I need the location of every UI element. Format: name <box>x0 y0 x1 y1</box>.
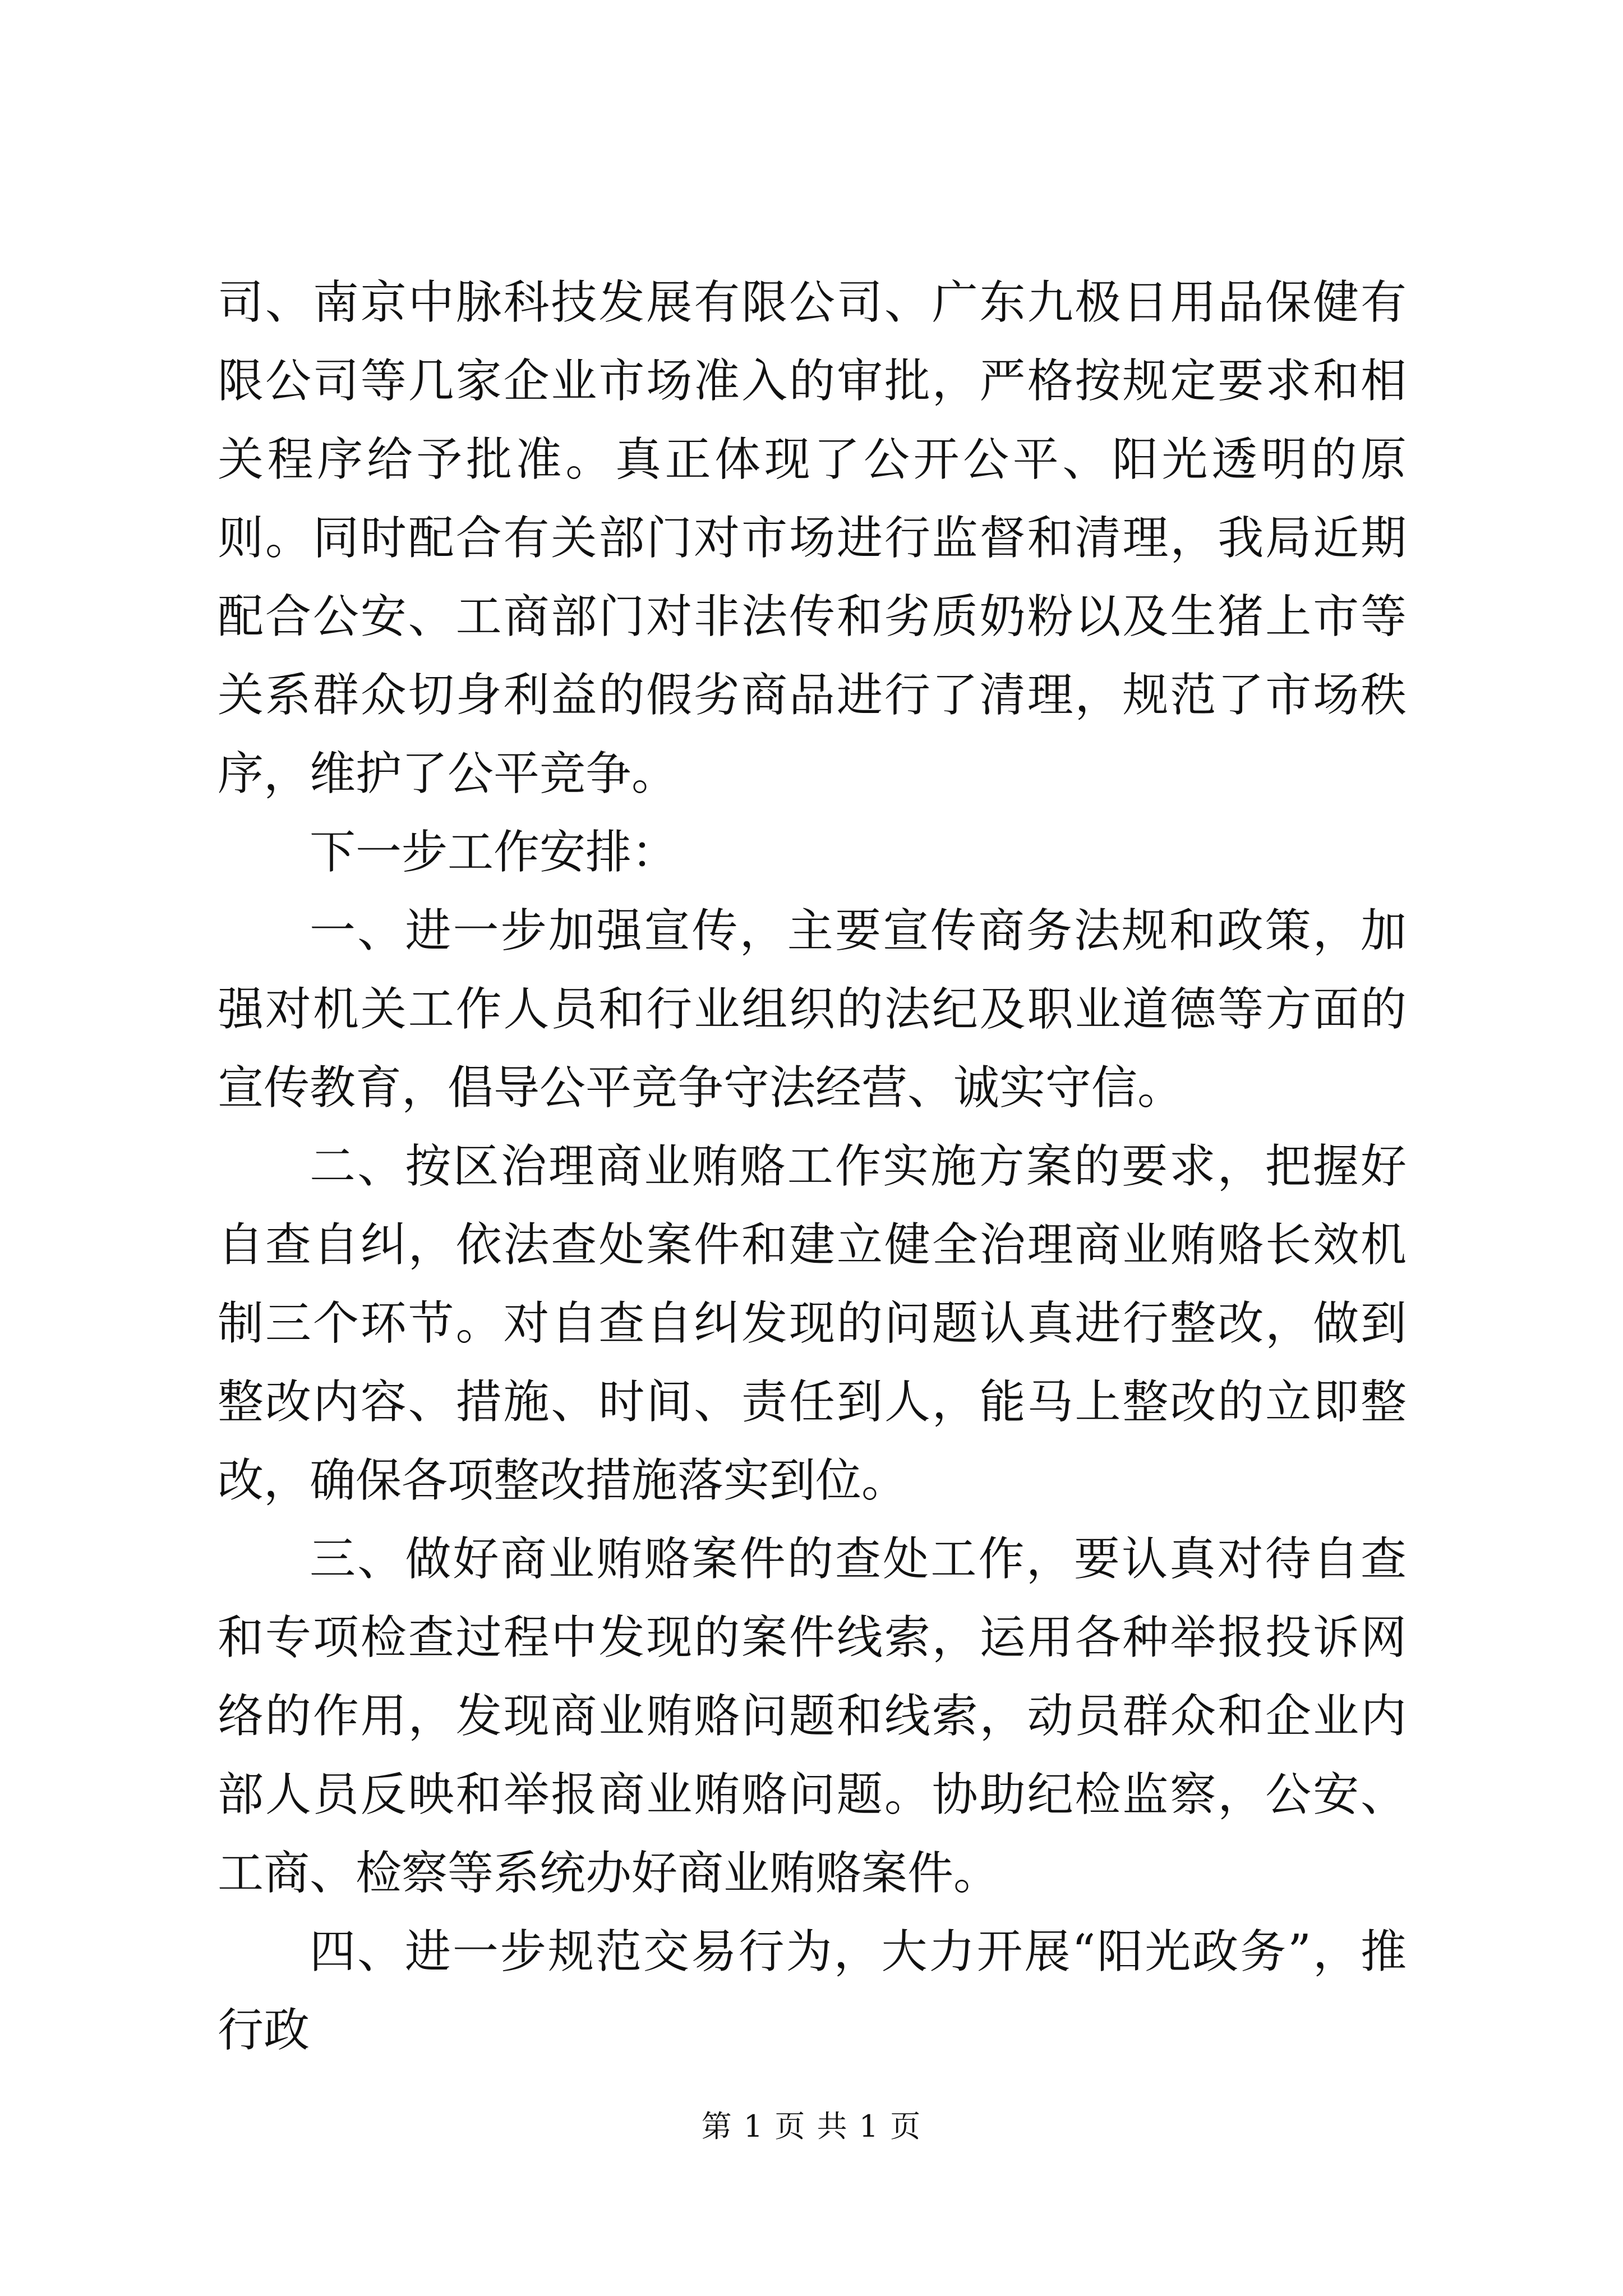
paragraph-item-3: 三、做好商业贿赂案件的查处工作，要认真对待自查和专项检查过程中发现的案件线索，运用各种举报投诉网络的作用，发现商业贿赂问题和线索，动员群众和企业内部人员反映和举报商业贿赂问题。协助纪检监察，公安、工商、检察等系统办好商业贿赂案件。 <box>218 1533 1407 1900</box>
paragraph-item-1: 一、进一步加强宣传，主要宣传商务法规和政策，加强对机关工作人员和行业组织的法纪及职业道德等方面的宣传教育，倡导公平竞争守法经营、诚实守信。 <box>218 904 1407 1115</box>
paragraph-item-2: 二、按区治理商业贿赂工作实施方案的要求，把握好自查自纠，依法查处案件和建立健全治理商业贿赂长效机制三个环节。对自查自纠发现的问题认真进行整改，做到整改内容、措施、时间、责任到人，能马上整改的立即整改，确保各项整改措施落实到位。 <box>218 1140 1407 1507</box>
paragraph-item-4: 四、进一步规范交易行为，大力开展“阳光政务”，推行政 <box>218 1925 1407 2057</box>
document-body <box>218 264 1407 2070</box>
page-number-footer: 第 1 页 共 1 页 <box>701 2109 922 2144</box>
paragraph-next-steps-heading: 下一步工作安排： <box>310 826 678 879</box>
paragraph-continuation: 司、南京中脉科技发展有限公司、广东九极日用品保健有限公司等几家企业市场准入的审批，严格按规定要求和相关程序给予批准。真正体现了公开公平、阳光透明的原则。同时配合有关部门对市场进行监督和清理，我局近期配合公安、工商部门对非法传和劣质奶粉以及生猪上市等关系群众切身利益的假劣商品进行了清理，规范了市场秩序，维护了公平竞争。 <box>218 276 1407 800</box>
